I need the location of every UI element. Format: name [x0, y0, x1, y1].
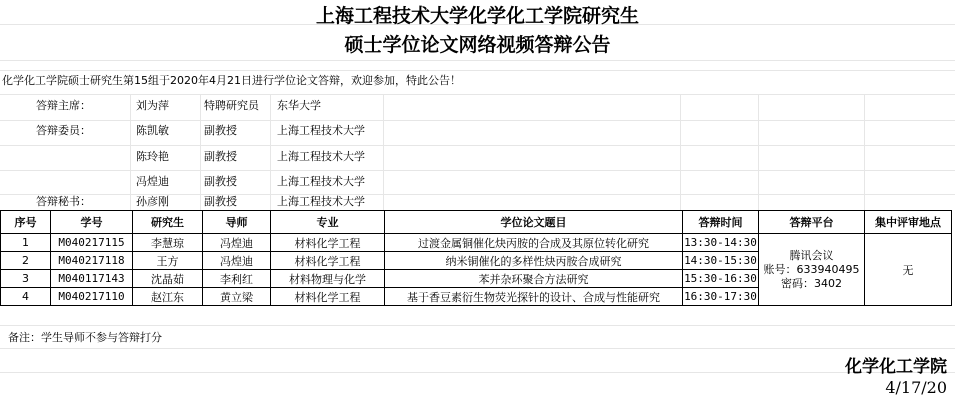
platform-name: 腾讯会议 — [789, 248, 834, 262]
student-id: M040217115 — [51, 234, 133, 252]
major: 材料物理与化学 — [271, 270, 385, 288]
grid-line — [200, 94, 201, 210]
student-name: 李慧琼 — [133, 234, 203, 252]
table-row — [1, 234, 952, 252]
grid-line — [383, 94, 384, 210]
platform-account: 账号：633940495 — [763, 262, 860, 276]
grid-line — [0, 325, 955, 326]
student-name: 赵江东 — [133, 288, 203, 306]
secretary-label: 答辩秘书： — [36, 195, 91, 208]
member-name: 陈凯敏 — [136, 124, 169, 137]
grid-line — [0, 70, 955, 71]
school-name: 化学化工学院 — [845, 357, 947, 377]
secretary-name: 孙彦刚 — [136, 195, 169, 208]
major: 材料化学工程 — [271, 252, 385, 270]
chair-title: 特聘研究员 — [204, 99, 259, 112]
column-header: 学位论文题目 — [385, 211, 683, 234]
member-title: 副教授 — [204, 124, 237, 137]
members-label: 答辩委员： — [36, 124, 91, 137]
advisor-name: 冯煌迪 — [203, 234, 271, 252]
row-index: 1 — [1, 234, 51, 252]
student-name: 王方 — [133, 252, 203, 270]
grid-line — [0, 372, 955, 373]
column-header: 答辩时间 — [683, 211, 759, 234]
grid-line — [0, 94, 955, 95]
grid-line — [270, 94, 271, 210]
advisor-name: 冯煌迪 — [203, 252, 271, 270]
thesis-title: 基于香豆素衍生物荧光探针的设计、合成与性能研究 — [385, 288, 683, 306]
secretary-org: 上海工程技术大学 — [277, 195, 365, 208]
grid-line — [0, 170, 955, 171]
chair-label: 答辩主席： — [36, 99, 91, 112]
footnote-text: 备注：学生导师不参与答辩打分 — [8, 331, 162, 344]
major: 材料化学工程 — [271, 234, 385, 252]
grid-line — [0, 348, 955, 349]
chair-org: 东华大学 — [277, 99, 321, 112]
platform-cell — [759, 234, 865, 306]
row-index: 3 — [1, 270, 51, 288]
member-title: 副教授 — [204, 175, 237, 188]
defense-time: 16:30-17:30 — [683, 288, 759, 306]
student-id: M040117143 — [51, 270, 133, 288]
grid-line — [0, 145, 955, 146]
thesis-title: 苯并杂环聚合方法研究 — [385, 270, 683, 288]
notice-text: 化学化工学院硕士研究生第15组于2020年4月21日进行学位论文答辩，欢迎参加，特此公告！ — [2, 74, 461, 87]
member-title: 副教授 — [204, 150, 237, 163]
advisor-name: 黄立梁 — [203, 288, 271, 306]
announcement-date: 4/17/20 — [885, 378, 947, 397]
major: 材料化学工程 — [271, 288, 385, 306]
page-title: 上海工程技术大学化学化工学院研究生 — [315, 5, 639, 27]
grid-line — [130, 94, 131, 210]
column-header: 学号 — [51, 211, 133, 234]
thesis-title: 纳米铜催化的多样性炔丙胺合成研究 — [385, 252, 683, 270]
student-name: 沈晶茹 — [133, 270, 203, 288]
member-name: 陈玲艳 — [136, 150, 169, 163]
member-org: 上海工程技术大学 — [277, 124, 365, 137]
member-org: 上海工程技术大学 — [277, 150, 365, 163]
grid-line — [758, 94, 759, 210]
defense-schedule-table — [0, 210, 952, 306]
grid-line — [680, 94, 681, 210]
grid-line — [0, 60, 955, 61]
defense-time: 15:30-16:30 — [683, 270, 759, 288]
column-header: 研究生 — [133, 211, 203, 234]
column-header: 集中评审地点 — [865, 211, 952, 234]
defense-time: 13:30-14:30 — [683, 234, 759, 252]
member-org: 上海工程技术大学 — [277, 175, 365, 188]
thesis-title: 过渡金属铜催化炔丙胺的合成及其原位转化研究 — [385, 234, 683, 252]
student-id: M040217110 — [51, 288, 133, 306]
advisor-name: 李利红 — [203, 270, 271, 288]
row-index: 4 — [1, 288, 51, 306]
column-header: 专业 — [271, 211, 385, 234]
column-header: 序号 — [1, 211, 51, 234]
student-id: M040217118 — [51, 252, 133, 270]
row-index: 2 — [1, 252, 51, 270]
grid-line — [864, 94, 865, 210]
page-subtitle: 硕士学位论文网络视频答辩公告 — [344, 34, 611, 56]
venue-cell: 无 — [865, 234, 952, 306]
grid-line — [0, 120, 955, 121]
defense-time: 14:30-15:30 — [683, 252, 759, 270]
platform-password: 密码：3402 — [781, 276, 842, 290]
column-header: 导师 — [203, 211, 271, 234]
table-header-row — [1, 211, 952, 234]
member-name: 冯煌迪 — [136, 175, 169, 188]
secretary-title: 副教授 — [204, 195, 237, 208]
chair-name: 刘为萍 — [136, 99, 169, 112]
column-header: 答辩平台 — [759, 211, 865, 234]
